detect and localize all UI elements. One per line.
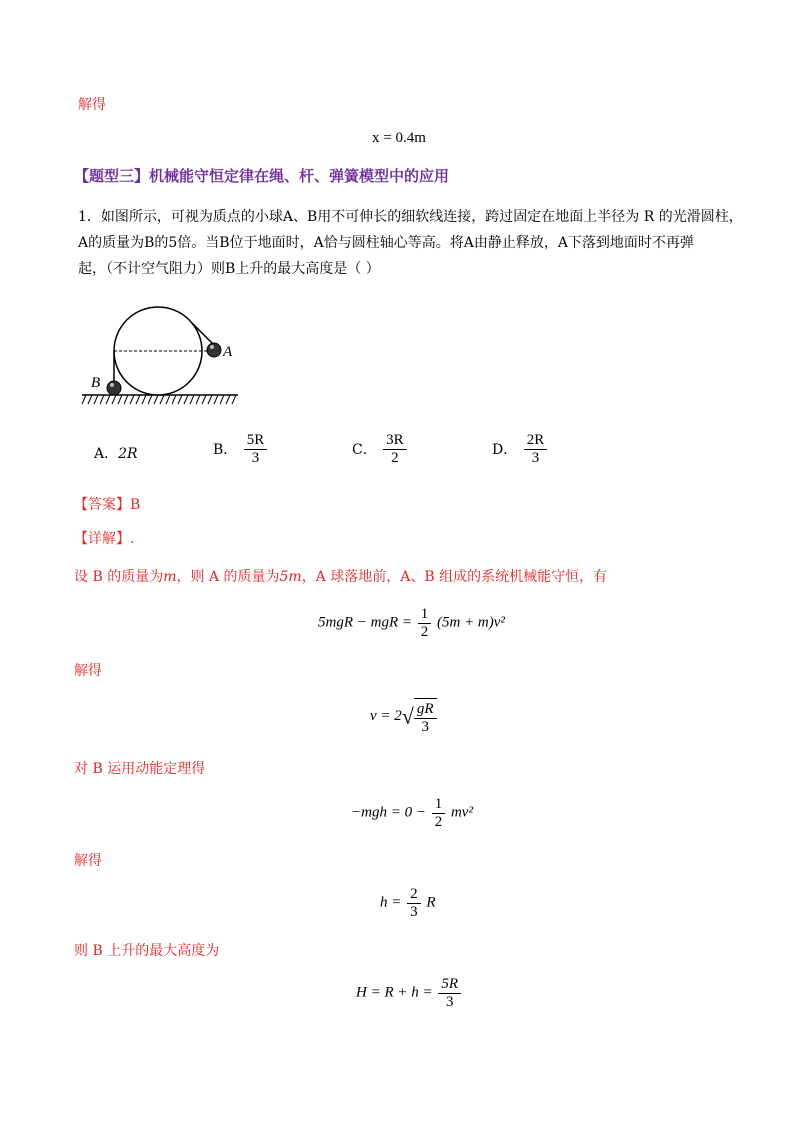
equation-x: x = 0.4m: [372, 130, 426, 146]
equation-energy-left: 5mgR − mgR =: [318, 614, 412, 631]
equation-height-right: R: [426, 894, 436, 911]
section-heading: 【题型三】机械能守恒定律在绳、杆、弹簧模型中的应用: [74, 167, 450, 185]
option-b-denominator: 3: [251, 449, 260, 466]
option-d-denominator: 3: [531, 449, 540, 466]
solution-intro: [74, 566, 607, 588]
option-d-letter: D．: [492, 442, 518, 458]
text-max-height: 则 B 上升的最大高度为: [74, 943, 220, 959]
equation-energy: [318, 606, 505, 640]
figure-label-b: B: [91, 375, 101, 391]
option-c-letter: C．: [352, 442, 377, 458]
equation-height: [380, 886, 436, 920]
equation-velocity-left: v = 2: [370, 708, 402, 724]
equation-kinetic-right: mv²: [450, 804, 473, 821]
equation-kinetic-denominator: 2: [434, 813, 443, 830]
figure-label-a: A: [223, 344, 233, 360]
cylinder-figure: [80, 300, 250, 412]
equation-max-height-numerator: 5R: [438, 976, 461, 994]
answer-label: 【答案】B: [74, 497, 141, 513]
question-line-3: 起，（不计空气阻力）则B上升的最大高度是（ ）: [78, 261, 380, 277]
sqrt-sign: √: [401, 703, 414, 729]
jiede-label-2: 解得: [74, 853, 102, 869]
option-d[interactable]: [492, 432, 549, 466]
option-d-numerator: 2R: [524, 432, 548, 450]
question-line-1: 1．如图所示，可视为质点的小球A、B用不可伸长的细软线连接，跨过固定在地面上半径为 R 的光滑圆柱，: [78, 209, 743, 225]
detail-label: 【详解】.: [74, 531, 135, 547]
question-line-2: A的质量为B的5倍。当B位于地面时，A恰与圆柱轴心等高。将A由静止释放，A下落到地面时不再弹: [78, 235, 694, 251]
option-a[interactable]: [94, 443, 138, 465]
option-a-letter: A．: [94, 446, 119, 462]
text-kinetic-theorem: 对 B 运用动能定理得: [74, 761, 206, 777]
equation-velocity-denominator: 3: [421, 718, 429, 735]
jiede-label-top: 解得: [78, 97, 106, 113]
option-b[interactable]: [213, 432, 269, 466]
equation-kinetic-numerator: 1: [432, 796, 446, 814]
equation-kinetic-fraction: [432, 796, 446, 830]
option-c-denominator: 2: [391, 449, 399, 466]
solution-intro-part2: ，则 A 的质量为: [176, 569, 280, 585]
equation-kinetic: [351, 796, 473, 830]
equation-energy-denominator: 2: [420, 623, 429, 640]
option-d-fraction: [524, 432, 548, 466]
equation-velocity-numerator: gR: [414, 701, 437, 719]
equation-kinetic-left: −mgh = 0 −: [351, 804, 426, 821]
option-b-letter: B．: [213, 442, 238, 458]
solution-intro-5m: 5m: [279, 569, 302, 585]
equation-energy-fraction: [418, 606, 432, 640]
equation-max-height-left: H = R + h =: [356, 984, 433, 1001]
equation-energy-numerator: 1: [418, 606, 432, 624]
equation-velocity: [370, 698, 439, 735]
solution-intro-part1: 设 B 的质量为: [74, 569, 164, 585]
solution-intro-m: m: [163, 569, 177, 585]
equation-height-fraction: [407, 886, 421, 920]
option-b-fraction: [244, 432, 268, 466]
equation-velocity-fraction: [414, 698, 437, 735]
equation-height-left: h =: [380, 894, 402, 911]
equation-max-height: [356, 976, 463, 1010]
equation-max-height-fraction: [438, 976, 461, 1010]
option-c-numerator: 3R: [383, 432, 407, 450]
equation-max-height-denominator: 3: [445, 993, 454, 1010]
jiede-label-1: 解得: [74, 663, 102, 679]
option-b-numerator: 5R: [244, 432, 268, 450]
option-c[interactable]: [352, 432, 409, 466]
option-c-fraction: [383, 432, 407, 466]
option-a-value: 2R: [118, 446, 138, 462]
equation-height-denominator: 3: [410, 903, 418, 920]
equation-energy-right: (5m + m)v²: [436, 614, 505, 631]
solution-intro-part3: ，A 球落地前，A、B 组成的系统机械能守恒，有: [301, 569, 608, 585]
equation-height-numerator: 2: [407, 886, 421, 904]
